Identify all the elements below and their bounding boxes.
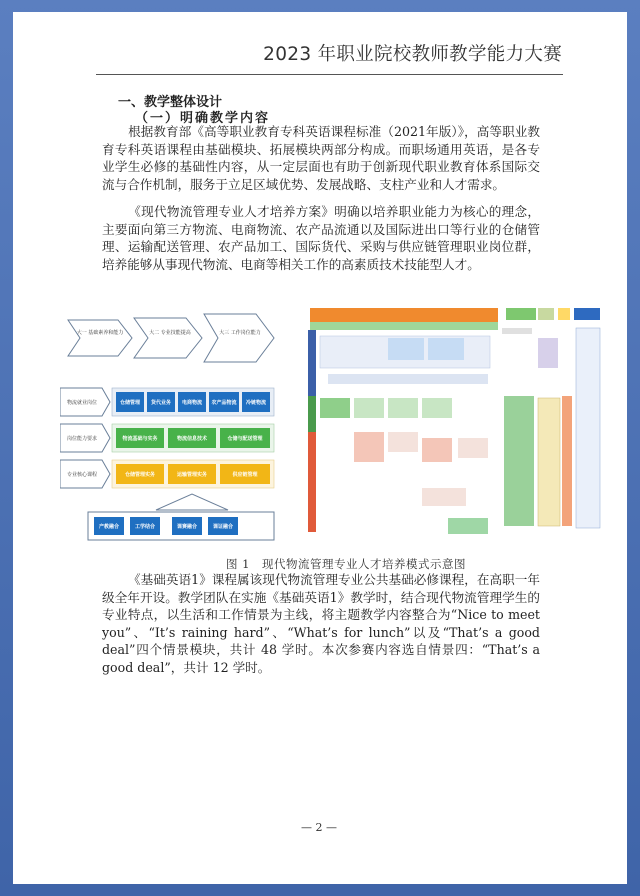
matrix-cell-a bbox=[388, 338, 424, 360]
chevron-year-2-label: 大二 专业技能提高 bbox=[149, 330, 191, 336]
chevron-year-1 bbox=[68, 320, 132, 356]
paragraph-1-text: 根据教育部《高等职业教育专科英语课程标准（2021年版）》，高等职业教育专科英语课程由基础模块、拓展模块两部分构成。而职场通用英语，是各专业学生必修的基础性内容，从一定层面也有助于创新现代职业教育体系国际交流与合作机制，服务于立足区域优势、发展战略、支柱产业和人才需求。 bbox=[102, 124, 540, 192]
svg-text:农产品物流: 农产品物流 bbox=[211, 400, 237, 406]
paragraph-3 bbox=[102, 571, 540, 677]
matrix-header-green bbox=[310, 322, 498, 330]
page-number: — 2 — bbox=[301, 821, 337, 834]
svg-text:物流信息技术: 物流信息技术 bbox=[176, 436, 208, 442]
green-box-3 bbox=[220, 428, 270, 448]
paragraph-2-text: 《现代物流管理专业人才培养方案》明确以培养职业能力为核心的理念，主要面向第三方物流、电商物流、农产品流通以及国际进出口等行业的仓储管理、运输配送管理、农产品加工、国际货代、采购与供应链管理职业岗位群，培养能够从事现代物流、电商等相关工作的高素质技术技能型人才。 bbox=[102, 204, 540, 272]
svg-text:仓储与配送管理: 仓储与配送管理 bbox=[227, 436, 263, 442]
matrix-header-orange bbox=[310, 308, 498, 322]
svg-text:物流基础与实务: 物流基础与实务 bbox=[122, 436, 158, 442]
matrix-cell-i bbox=[422, 438, 452, 462]
chevron-year-3 bbox=[204, 314, 274, 362]
blue-box-1 bbox=[116, 392, 144, 412]
svg-text:电商物流: 电商物流 bbox=[181, 400, 203, 406]
row-label-jobs bbox=[60, 388, 110, 416]
matrix-side-bar-2 bbox=[308, 396, 316, 432]
matrix-side-strip bbox=[502, 328, 532, 334]
matrix-cell-f bbox=[422, 398, 452, 418]
matrix-tall-column-yellow bbox=[538, 398, 560, 526]
training-mode-diagram-left bbox=[60, 298, 280, 548]
matrix-tall-column-green bbox=[504, 396, 534, 526]
chevron-year-3-label: 大三 工作岗位能力 bbox=[219, 330, 261, 336]
paragraph-2 bbox=[102, 203, 540, 273]
matrix-cell-k bbox=[422, 488, 466, 506]
matrix-header-cell-3 bbox=[558, 308, 570, 320]
curriculum-matrix-diagram-right bbox=[308, 298, 604, 540]
matrix-cell-l bbox=[448, 518, 488, 534]
svg-text:课赛融合: 课赛融合 bbox=[176, 524, 198, 530]
row-label-abilities-text: 岗位能力要求 bbox=[66, 436, 98, 442]
blue-box-5 bbox=[242, 392, 270, 412]
matrix-cell-e bbox=[388, 398, 418, 418]
blue-box-2 bbox=[147, 392, 175, 412]
section-heading: 一、教学整体设计 bbox=[118, 95, 223, 110]
matrix-cell-c bbox=[320, 398, 350, 418]
yellow-box-2 bbox=[168, 464, 216, 484]
blue-box-4 bbox=[209, 392, 239, 412]
matrix-band-1 bbox=[328, 374, 488, 384]
matrix-tall-column-orange bbox=[562, 396, 572, 526]
svg-text:货代业务: 货代业务 bbox=[150, 400, 172, 406]
up-arrow-shape bbox=[156, 494, 228, 510]
yellow-box-3 bbox=[220, 464, 270, 484]
paragraph-3-text: 《基础英语1》课程属该现代物流管理专业公共基础必修课程，在高职一年级全年开设。教学团队在实施《基础英语1》教学时，结合现代物流管理学生的专业特点，以生活和工作情景为主线，将主题教学内容整合为“Nice to meet you”、“It’s raining hard”、“What’s for lunch”以及“That’s a good deal”四个情景模块，共计 48 学时。本次参赛内容选自情景四：“That’s a good deal”，共计 12 学时。 bbox=[102, 572, 540, 675]
blue-box-3 bbox=[178, 392, 206, 412]
paragraph-1 bbox=[102, 123, 540, 193]
matrix-side-bar-3 bbox=[308, 432, 316, 532]
matrix-header-cell-4 bbox=[574, 308, 600, 320]
row-label-jobs-text: 物流就业岗位 bbox=[66, 400, 98, 406]
svg-text:冷链物流: 冷链物流 bbox=[245, 400, 267, 406]
matrix-right-column bbox=[576, 328, 600, 528]
row-label-abilities bbox=[60, 424, 110, 452]
row-label-courses-text: 专业核心课程 bbox=[66, 472, 98, 478]
matrix-header-cell-2 bbox=[538, 308, 554, 320]
bottom-box-2 bbox=[130, 517, 160, 535]
figure-caption: 图 1 现代物流管理专业人才培养模式示意图 bbox=[226, 557, 466, 571]
chevron-year-2 bbox=[134, 318, 202, 358]
section-subheading: （一）明确教学内容 bbox=[135, 111, 271, 126]
matrix-cell-g bbox=[354, 432, 384, 462]
svg-text:仓储管理实务: 仓储管理实务 bbox=[124, 472, 156, 478]
green-box-1 bbox=[116, 428, 164, 448]
svg-text:运输管理实务: 运输管理实务 bbox=[176, 472, 208, 478]
matrix-cell-h bbox=[388, 432, 418, 452]
matrix-header-cell-1 bbox=[506, 308, 536, 320]
chevron-year-1-label: 大一 基础素养和能力 bbox=[76, 330, 124, 336]
header-rule bbox=[96, 74, 563, 75]
green-box-2 bbox=[168, 428, 216, 448]
matrix-cell-b bbox=[428, 338, 464, 360]
svg-text:仓储管理: 仓储管理 bbox=[119, 400, 141, 406]
bottom-box-4 bbox=[208, 517, 238, 535]
page-header-title: 2023 年职业院校教师教学能力大赛 bbox=[263, 44, 562, 65]
matrix-side-bar-1 bbox=[308, 330, 316, 396]
svg-text:产教融合: 产教融合 bbox=[98, 524, 120, 530]
bottom-box-1 bbox=[94, 517, 124, 535]
bottom-box-3 bbox=[172, 517, 202, 535]
svg-text:工学结合: 工学结合 bbox=[134, 524, 156, 530]
svg-text:课证融合: 课证融合 bbox=[212, 524, 234, 530]
matrix-cell-j bbox=[458, 438, 488, 458]
matrix-tall-column-purple bbox=[538, 338, 558, 368]
yellow-box-1 bbox=[116, 464, 164, 484]
matrix-cell-d bbox=[354, 398, 384, 418]
svg-text:供应链管理: 供应链管理 bbox=[232, 472, 258, 478]
row-label-courses bbox=[60, 460, 110, 488]
